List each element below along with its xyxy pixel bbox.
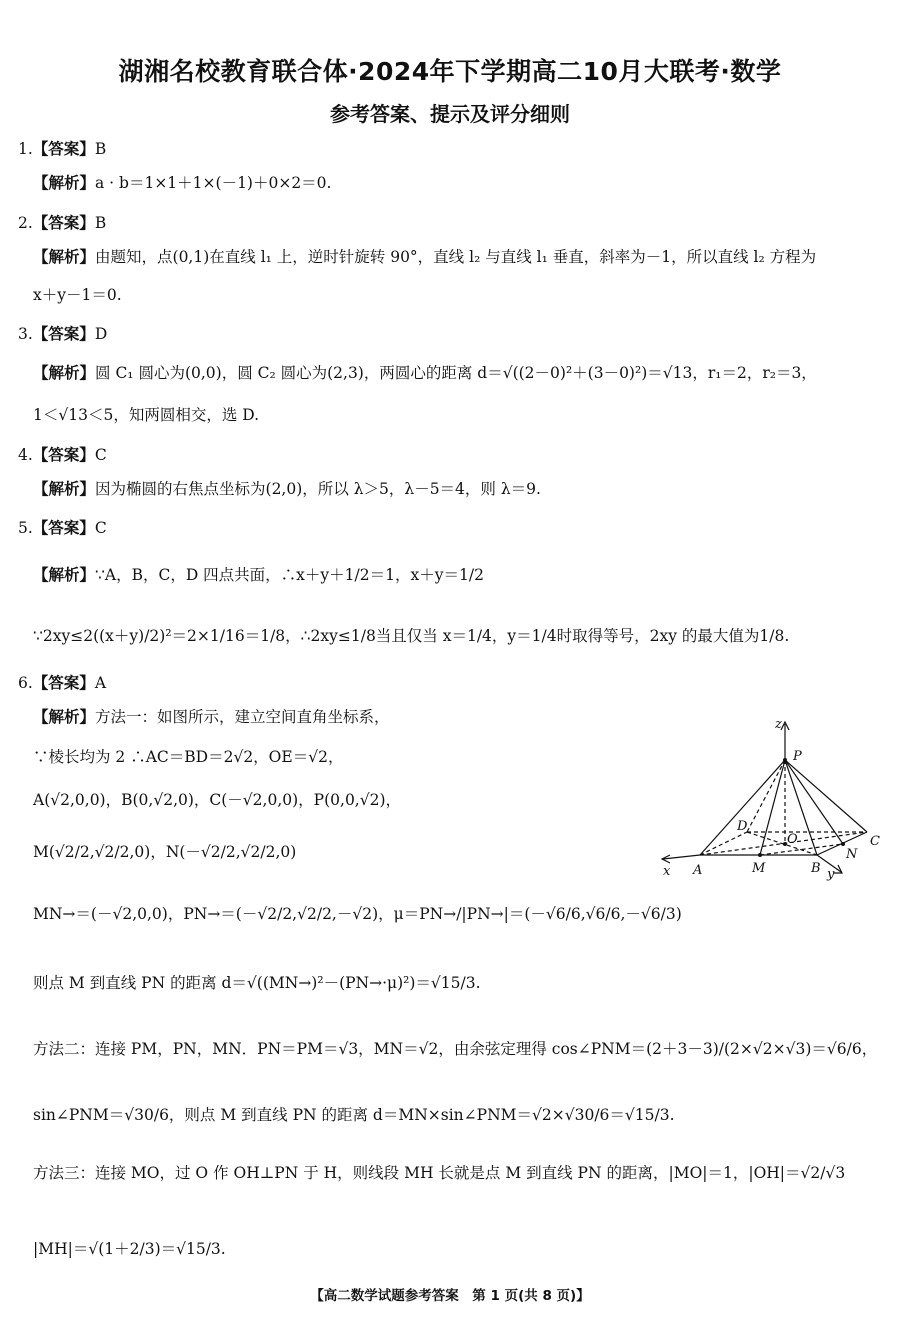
- fig-label-b: B: [811, 861, 821, 876]
- q6-method-2: 方法二：连接 PM，PN，MN．PN＝PM＝√3，MN＝√2，由余弦定理得 cos∠PNM＝(2＋3－3)/(2×√2×√3)＝√6/6，: [33, 1040, 878, 1058]
- q5-analysis-cont: ∵2xy≤2((x＋y)/2)²＝2×1/16＝1/8，∴2xy≤1/8当且仅当 x＝1/4，y＝1/4时取得等号，2xy 的最大值为1/8.: [33, 627, 790, 645]
- q3-answer-line: 3.【答案】D: [18, 325, 108, 343]
- q6-method-3: 方法三：连接 MO，过 O 作 OH⊥PN 于 H，则线段 MH 长就是点 M 到直线 PN 的距离，|MO|＝1，|OH|＝√2/√3: [33, 1164, 846, 1182]
- page-subtitle: 参考答案、提示及评分细则: [330, 102, 570, 126]
- fig-label-a: A: [693, 863, 703, 878]
- fig-label-n: N: [846, 847, 858, 862]
- q6-method-2-cont: sin∠PNM＝√30/6，则点 M 到直线 PN 的距离 d＝MN×sin∠PNM＝√2×√30/6＝√15/3.: [33, 1106, 675, 1124]
- q2-answer-line: 2.【答案】B: [18, 214, 107, 232]
- q5-analysis: 【解析】∵A，B，C，D 四点共面，∴x＋y＋1/2＝1，x＋y＝1/2: [33, 566, 484, 584]
- fig-label-o: O: [787, 832, 798, 847]
- q6-line-coords-abcp: A(√2,0,0)，B(0,√2,0)，C(－√2,0,0)，P(0,0,√2)，: [33, 791, 402, 809]
- pyramid-figure: [655, 712, 895, 887]
- page-footer: 【高二数学试题参考答案 第 1 页(共 8 页)】: [310, 1288, 590, 1304]
- fig-label-c: C: [870, 834, 880, 849]
- q6-line-distance-1: 则点 M 到直线 PN 的距离 d＝√((MN→)²－(PN→·μ)²)＝√15/3.: [33, 974, 481, 992]
- q6-analysis: 【解析】方法一：如图所示，建立空间直角坐标系，: [33, 708, 390, 726]
- q6-line-edge-length: ∵棱长均为 2 ∴AC＝BD＝2√2，OE＝√2，: [33, 748, 344, 766]
- page-title: 湖湘名校教育联合体·2024年下学期高二10月大联考·数学: [118, 57, 782, 86]
- q6-line-vectors: MN→＝(－√2,0,0)，PN→＝(－√2/2,√2/2,－√2)，μ＝PN→/|PN→|＝(－√6/6,√6/6,－√6/3): [33, 905, 682, 923]
- q4-analysis: 【解析】因为椭圆的右焦点坐标为(2,0)，所以 λ＞5，λ－5＝4，则 λ＝9.: [33, 480, 541, 498]
- q1-answer-line: 1.【答案】B: [18, 140, 107, 158]
- q6-line-coords-mn: M(√2/2,√2/2,0)，N(－√2/2,√2/2,0): [33, 843, 297, 861]
- q6-answer-line: 6.【答案】A: [18, 674, 107, 692]
- fig-label-x: x: [663, 864, 671, 879]
- q4-answer-line: 4.【答案】C: [18, 446, 107, 464]
- fig-label-p: P: [793, 749, 802, 764]
- q3-analysis: 【解析】圆 C₁ 圆心为(0,0)，圆 C₂ 圆心为(2,3)，两圆心的距离 d＝√((2－0)²＋(3－0)²)＝√13，r₁＝2，r₂＝3，: [33, 364, 817, 382]
- fig-label-d: D: [737, 819, 748, 834]
- fig-label-m: M: [752, 861, 766, 876]
- q3-analysis-cont: 1＜√13＜5，知两圆相交，选 D.: [33, 406, 260, 424]
- fig-label-y: y: [827, 867, 835, 882]
- q6-method-3-cont: |MH|＝√(1＋2/3)＝√15/3.: [33, 1240, 226, 1258]
- q2-analysis: 【解析】由题知，点(0,1)在直线 l₁ 上，逆时针旋转 90°，直线 l₂ 与直线 l₁ 垂直，斜率为－1，所以直线 l₂ 方程为: [33, 248, 817, 266]
- q2-analysis-cont: x＋y－1＝0.: [33, 286, 122, 304]
- q1-analysis: 【解析】a · b＝1×1＋1×(－1)＋0×2＝0.: [33, 174, 332, 192]
- fig-label-z: z: [775, 717, 782, 732]
- q5-answer-line: 5.【答案】C: [18, 519, 107, 537]
